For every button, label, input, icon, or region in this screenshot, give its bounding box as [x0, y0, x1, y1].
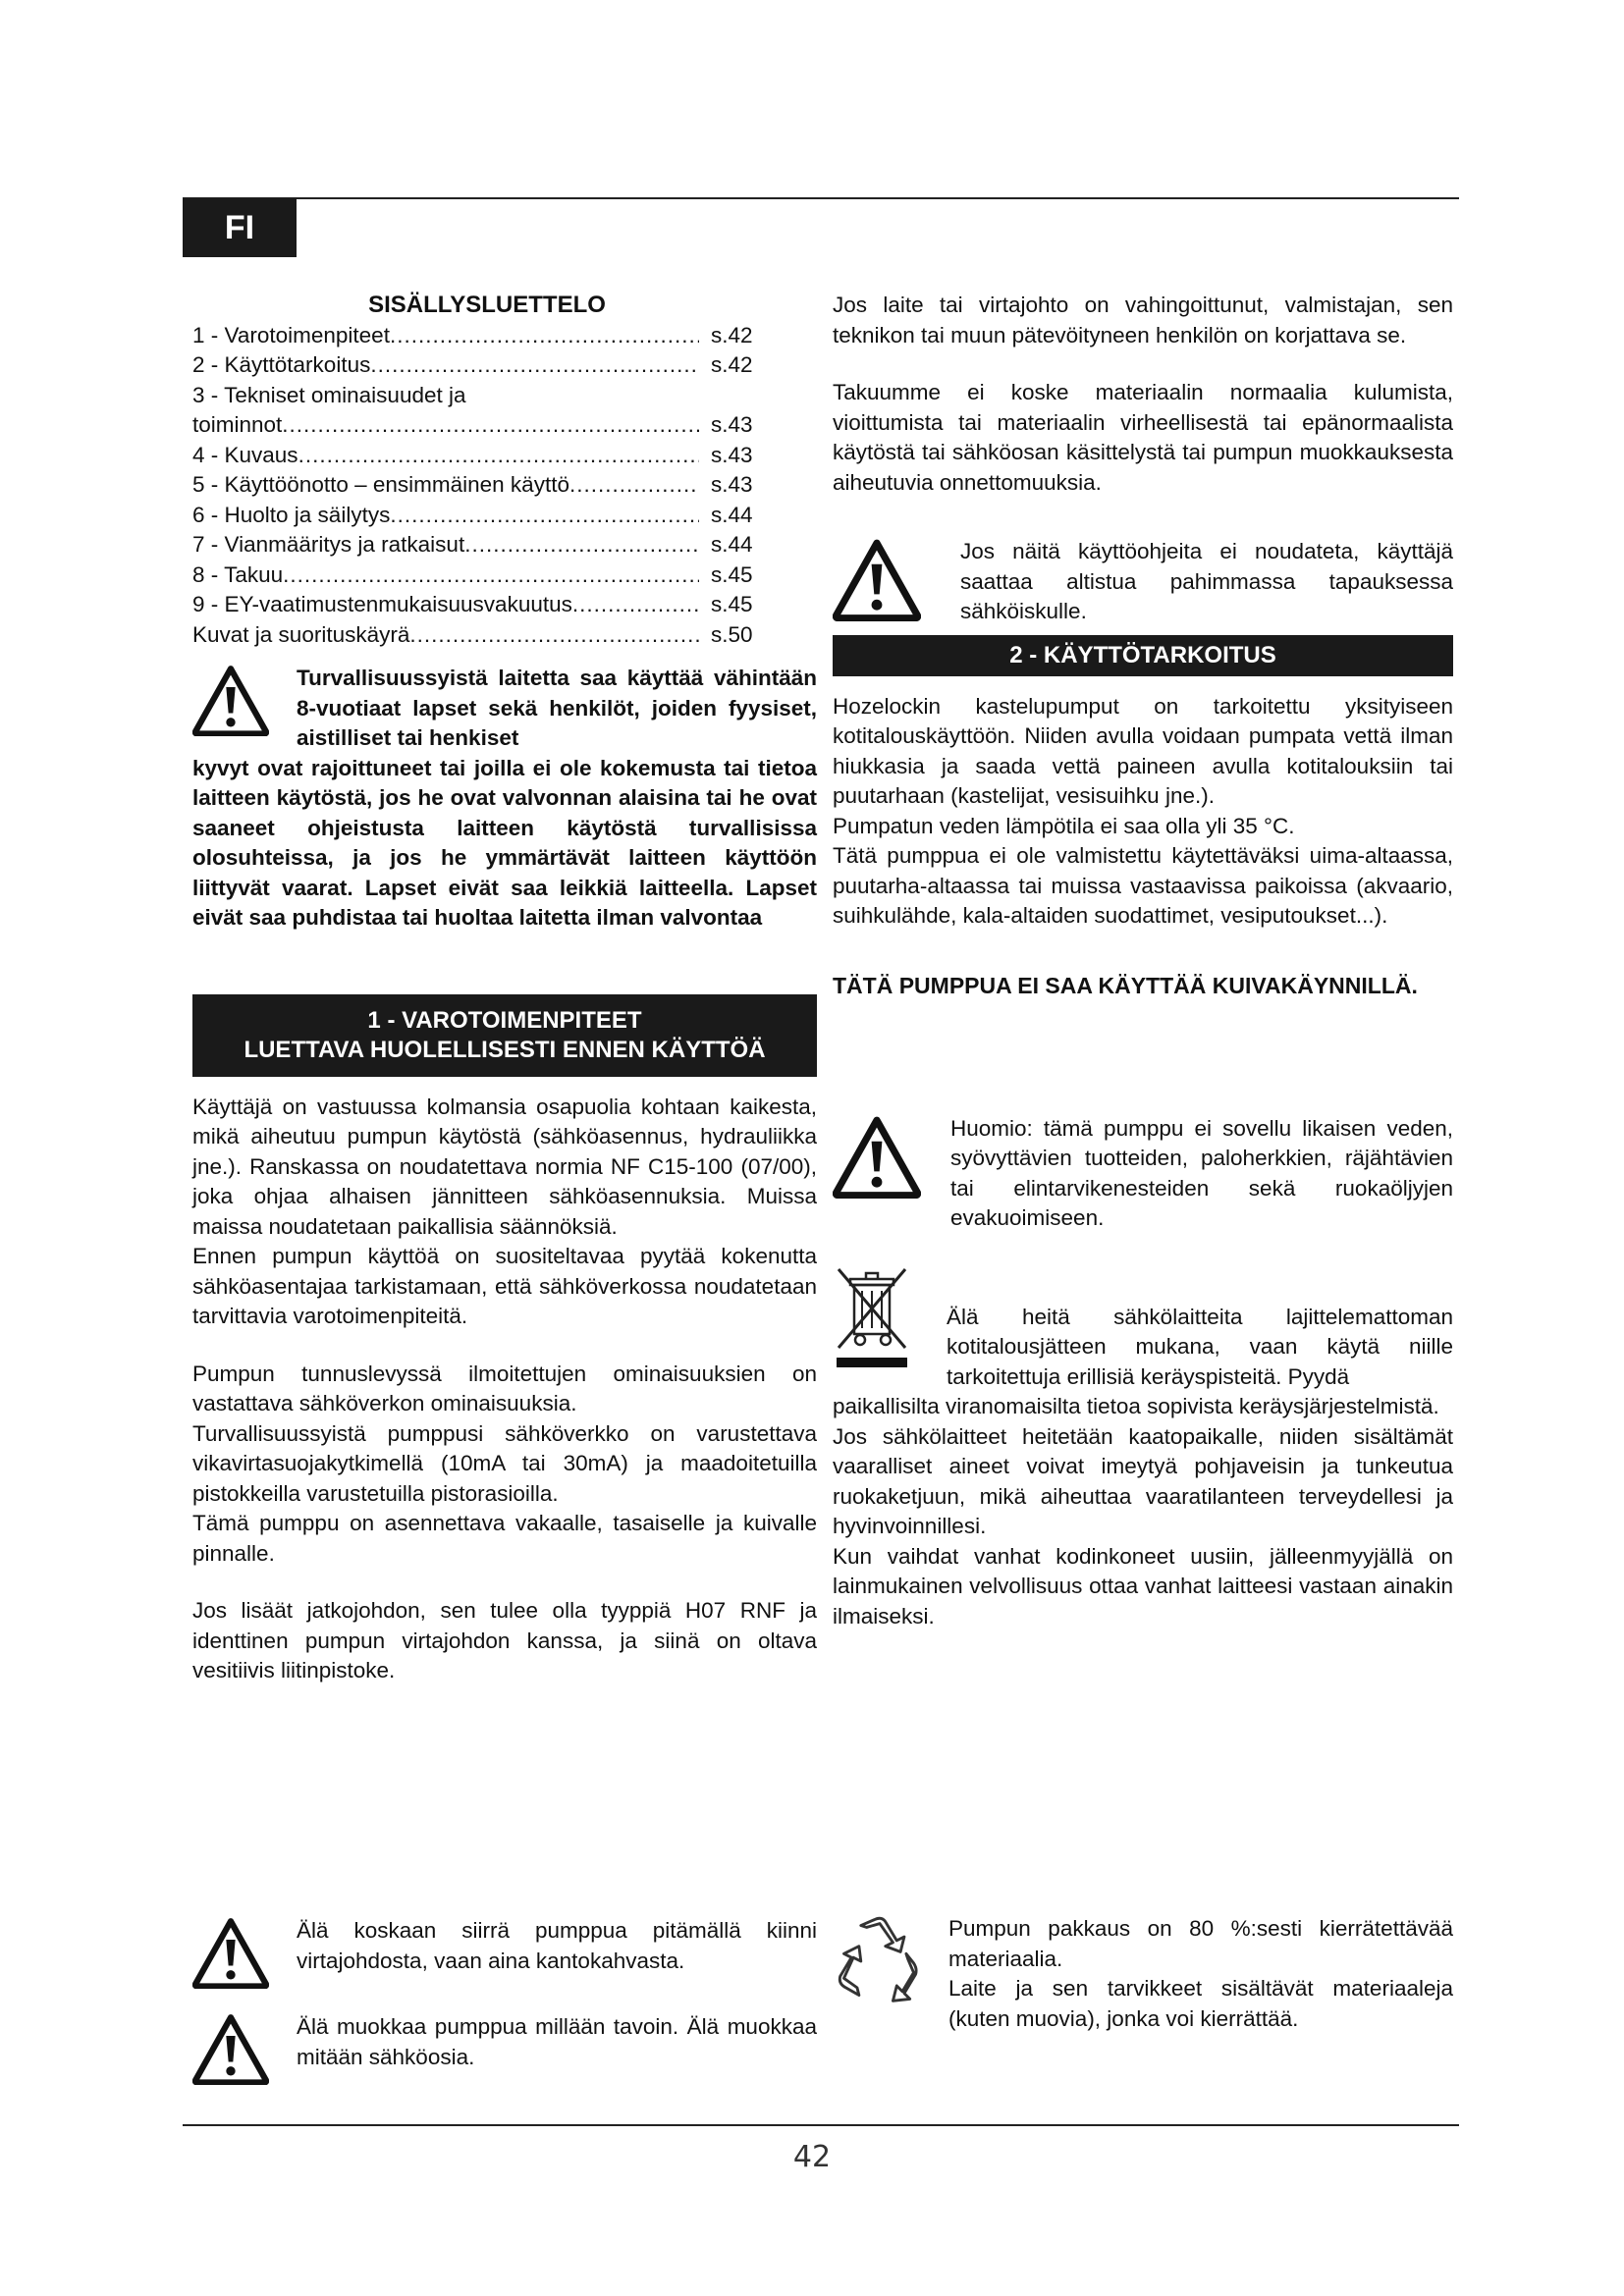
page-number: 42: [792, 2140, 832, 2174]
section-2-heading: 2 - KÄYTTÖTARKOITUS: [833, 635, 1453, 676]
paragraph: Turvallisuussyistä pumppusi sähköverkko on varustettava vikavirtasuojakytkimellä (10mA tai 30mA) ja maadoitetuilla pistokkeilla varustetuilla pistorasioilla.: [192, 1420, 817, 1506]
paragraph: Ennen pumpun käyttöä on suositeltavaa pyytää kokenutta sähköasentajaa tarkistamaan, että sähköverkossa noudatetaan tarvittavia varotoimenpiteitä.: [192, 1244, 817, 1328]
paragraph: Tätä pumppua ei ole valmistettu käytettäväksi uima-altaassa, puutarha-altaassa tai muissa vastaavissa paikoissa (akvaario, suihkulähde, kala-altaiden suodattimet, vesiputoukset...).: [833, 843, 1453, 928]
cable-warning: Älä koskaan siirrä pumppua pitämällä kiinni virtajohdosta, vaan aina kantokahvasta.: [192, 1916, 817, 1989]
toc-item[interactable]: 9 - EY-vaatimustenmukaisuusvakuutus ..... s.45: [192, 590, 762, 620]
paragraph: Pumpatun veden lämpötila ei saa olla yli 35 °C.: [833, 813, 1295, 838]
top-rule: [183, 197, 1459, 199]
dry-run-warning-title: TÄTÄ PUMPPUA EI SAA KÄYTTÄÄ KUIVAKÄYNNILLÄ.: [833, 972, 1418, 998]
toc-item[interactable]: 1 - Varotoimenpiteet ..... s.42: [192, 321, 762, 351]
paragraph: Kun vaihdat vanhat kodinkoneet uusiin, jälleenmyyjällä on lainmukainen velvollisuus ottaa vanhat laitteesi vastaan ainakin ilmaiseksi.: [833, 1543, 1453, 1629]
language-tab: FI: [183, 198, 297, 257]
warning-icon: [833, 1116, 921, 1199]
right-column: [833, 291, 1453, 1631]
toc-item[interactable]: 4 - Kuvaus ..... s.43: [192, 441, 762, 471]
toc-item[interactable]: toiminnot ..... s.43: [192, 410, 762, 441]
modify-warning: Älä muokkaa pumppua millään tavoin. Älä muokkaa mitään sähköosia.: [192, 2012, 817, 2085]
child-safety-notice: Turvallisuussyistä laitetta saa käyttää vähintään 8-vuotiaat lapset sekä henkilöt, joiden fyysiset, aistilliset tai henkiset kyvyt ovat rajoittuneet tai joilla ei ole kokemusta tai tietoa laitteen käytöstä, jos he ovat valvonnan alaisina tai he ovat saaneet ohjeistusta laitteen käytöstä turvallisissa olosuhteissa, ja jos he ymmärtävät laitteen käyttöön liittyvät vaarat. Lapset eivät saa leikkiä laitteella. Lapset eivät saa puhdistaa tai huoltaa laitetta ilman valvontaa: [192, 666, 817, 930]
crossed-bin-icon: [833, 1263, 911, 1371]
toc-item[interactable]: 3 - Tekniset ominaisuudet ja: [192, 382, 466, 407]
toc-title: SISÄLLYSLUETTELO: [368, 292, 606, 318]
liquids-warning: Huomio: tämä pumppu ei sovellu likaisen veden, syövyttävien tuotteiden, paloherkkien, räjähtävien tai elintarvikenesteiden sekä ruokaöljyjen evakuoimiseen.: [833, 1114, 1453, 1234]
table-of-contents: [192, 321, 817, 651]
left-column: [192, 291, 817, 1686]
recycle-icon: [833, 1914, 927, 2008]
toc-item[interactable]: 6 - Huolto ja säilytys ..... s.44: [192, 501, 762, 531]
warning-icon: [192, 666, 269, 736]
paragraph: Pumpun pakkaus on 80 %:sesti kierrätettävää materiaalia.: [948, 1916, 1453, 1971]
toc-item[interactable]: Kuvat ja suorituskäyrä ..... s.50: [192, 620, 762, 651]
paragraph: Tämä pumppu on asennettava vakaalle, tasaiselle ja kuivalle pinnalle.: [192, 1511, 817, 1566]
paragraph: paikallisilta viranomaisilta tietoa sopivista keräysjärjestelmistä.: [833, 1394, 1439, 1418]
paragraph: Hozelockin kastelupumput on tarkoitettu yksityiseen kotitalouskäyttöön. Niiden avulla voidaan pumpata vettä ilman hiukkasia ja saada vettä paineen avulla kotitalouksiin tai puutarhaan (kastelijat, vesisuihku jne.).: [833, 693, 1453, 808]
weee-notice: Älä heitä sähkölaitteita lajittelemattoman kotitalousjätteen mukana, vaan käytä niille tarkoitettuja erillisiä keräyspisteitä. Pyydä: [833, 1263, 1453, 1393]
paragraph: Laite ja sen tarvikkeet sisältävät materiaaleja (kuten muovia), jonka voi kierrättää.: [948, 1976, 1453, 2031]
warning-icon: [833, 539, 921, 621]
paragraph: Pumpun tunnuslevyssä ilmoitettujen ominaisuuksien on vastattava sähköverkon ominaisuuksia.: [192, 1361, 817, 1415]
paragraph: Jos lisäät jatkojohdon, sen tulee olla tyyppiä H07 RNF ja identtinen pumpun virtajohdon kanssa, ja siinä on oltava vesitiivis liitinpistoke.: [192, 1598, 817, 1682]
paragraph: Käyttäjä on vastuussa kolmansia osapuolia kohtaan kaikesta, mikä aiheutuu pumpun käytöstä (sähköasennus, hydrauliikka jne.). Ranskassa on noudatettava normia NF C15-100 (07/00), joka ohjaa alhaisen jännitteen sähköasennuksia. Muissa maissa noudatetaan paikallisia säännöksiä.: [192, 1094, 817, 1239]
bottom-rule: [183, 2124, 1459, 2126]
warning-icon: [192, 1918, 269, 1989]
toc-item[interactable]: 2 - Käyttötarkoitus ..... s.42: [192, 350, 762, 381]
toc-item[interactable]: 5 - Käyttöönotto – ensimmäinen käyttö ..... s.43: [192, 470, 762, 501]
recycling-notice: [833, 1914, 1453, 2034]
shock-warning: Jos näitä käyttöohjeita ei noudateta, käyttäjä saattaa altistua pahimmassa tapauksessa sähköiskulle.: [833, 537, 1453, 627]
paragraph: Jos sähkölaitteet heitetään kaatopaikalle, niiden sisältämät vaaralliset aineet voivat imeytyä pohjaveisin ja tunkeutua ruokaketjuun, mikä aiheuttaa vaaratilanteen terveydellesi ja hyvinvoinnillesi.: [833, 1423, 1453, 1538]
warning-icon: [192, 2014, 269, 2085]
toc-item[interactable]: 8 - Takuu ..... s.45: [192, 561, 762, 591]
paragraph: Jos laite tai virtajohto on vahingoittunut, valmistajan, sen teknikon tai muun pätevöityneen henkilön on korjattava se.: [833, 293, 1453, 347]
section-1-heading: 1 - VAROTOIMENPITEET LUETTAVA HUOLELLISESTI ENNEN KÄYTTÖÄ: [192, 994, 817, 1077]
paragraph: Takuumme ei koske materiaalin normaalia kulumista, vioittumista tai materiaalin virheellisestä tai epänormaalista käytöstä tai sähköosan käsittelystä tai pumpun muokkauksesta aiheutuvia onnettomuuksia.: [833, 380, 1453, 495]
toc-item[interactable]: 7 - Vianmääritys ja ratkaisut ..... s.44: [192, 530, 762, 561]
